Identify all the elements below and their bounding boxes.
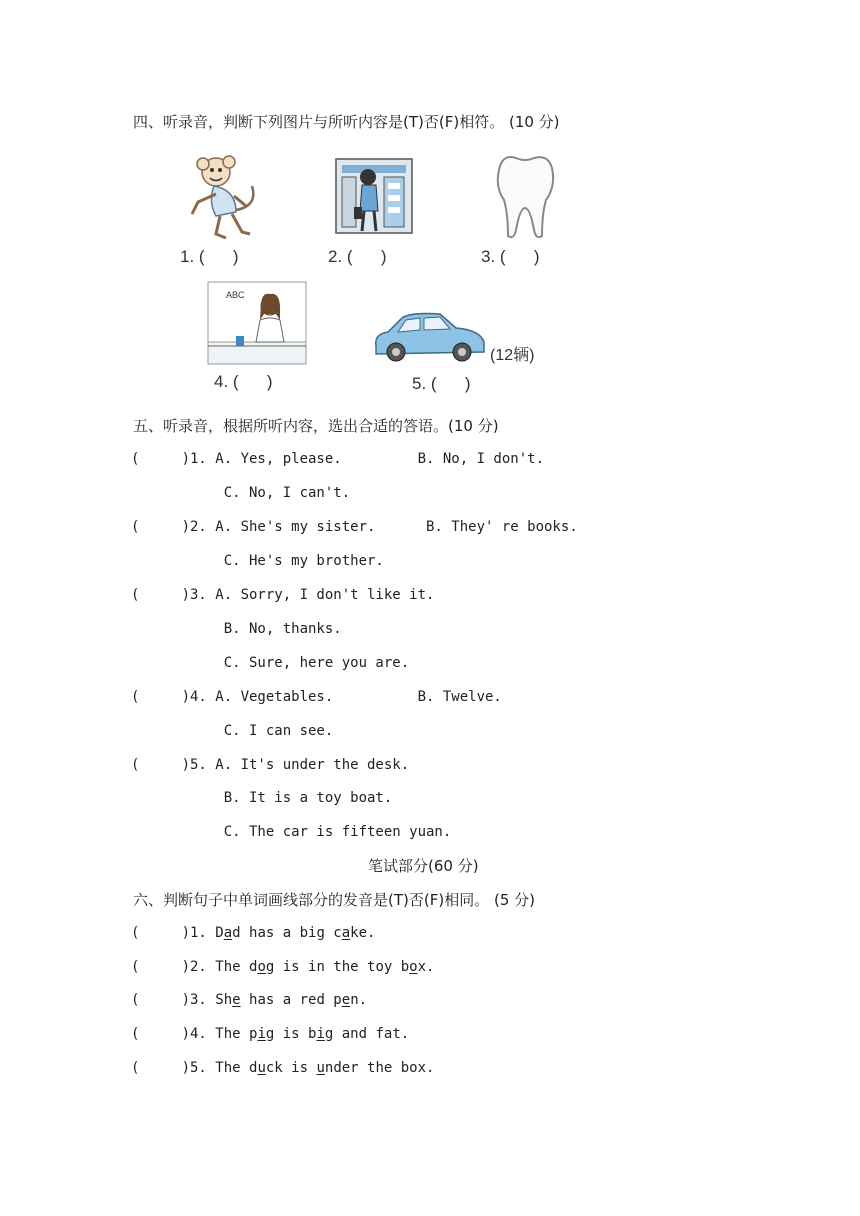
- section5-line: ( )5. A. It's under the desk.: [131, 757, 410, 773]
- section6-item: ( )3. She has a red pen.: [131, 992, 368, 1008]
- teacher-at-blackboard-icon: [206, 280, 308, 368]
- section6-item: ( )5. The duck is under the box.: [131, 1060, 435, 1076]
- tooth-icon: [490, 152, 560, 242]
- section6-item: ( )4. The pig is big and fat.: [131, 1026, 410, 1042]
- section5-line: C. He's my brother.: [131, 553, 384, 569]
- vending-machine-girl-icon: [328, 155, 420, 237]
- picture-4-label: 4. ( ): [214, 372, 273, 391]
- section5-line: ( )1. A. Yes, please. B. No, I don't.: [131, 451, 545, 467]
- section5-line: B. No, thanks.: [131, 621, 342, 637]
- section5-line: ( )3. A. Sorry, I don't like it.: [131, 587, 435, 603]
- section6-item: ( )1. Dad has a big cake.: [131, 925, 376, 941]
- car-icon: [370, 306, 490, 368]
- section5-title: 五、听录音，根据所听内容，选出合适的答语。(10 分): [133, 417, 499, 435]
- picture-3-label: 3. ( ): [481, 247, 540, 266]
- board-text: ABC: [226, 290, 245, 300]
- section5-line: C. I can see.: [131, 723, 334, 739]
- section6-title: 六、判断句子中单词画线部分的发音是(T)否(F)相同。 (5 分): [133, 891, 535, 909]
- section5-line: C. Sure, here you are.: [131, 655, 410, 671]
- written-part-title: 笔试部分(60 分): [368, 857, 479, 875]
- section6-item: ( )2. The dog is in the toy box.: [131, 959, 435, 975]
- picture-2-label: 2. ( ): [328, 247, 387, 266]
- section5-line: ( )2. A. She's my sister. B. They' re books.: [131, 519, 578, 535]
- section4-title: 四、听录音，判断下列图片与所听内容是(T)否(F)相符。 (10 分): [133, 113, 560, 131]
- picture-5-note: (12辆): [490, 347, 535, 364]
- section5-line: C. No, I can't.: [131, 485, 351, 501]
- section5-line: ( )4. A. Vegetables. B. Twelve.: [131, 689, 502, 705]
- section5-line: C. The car is fifteen yuan.: [131, 824, 452, 840]
- picture-5-label: 5. ( ): [412, 374, 471, 393]
- monkey-icon: [186, 150, 266, 242]
- picture-1-label: 1. ( ): [180, 247, 239, 266]
- section5-line: B. It is a toy boat.: [131, 790, 393, 806]
